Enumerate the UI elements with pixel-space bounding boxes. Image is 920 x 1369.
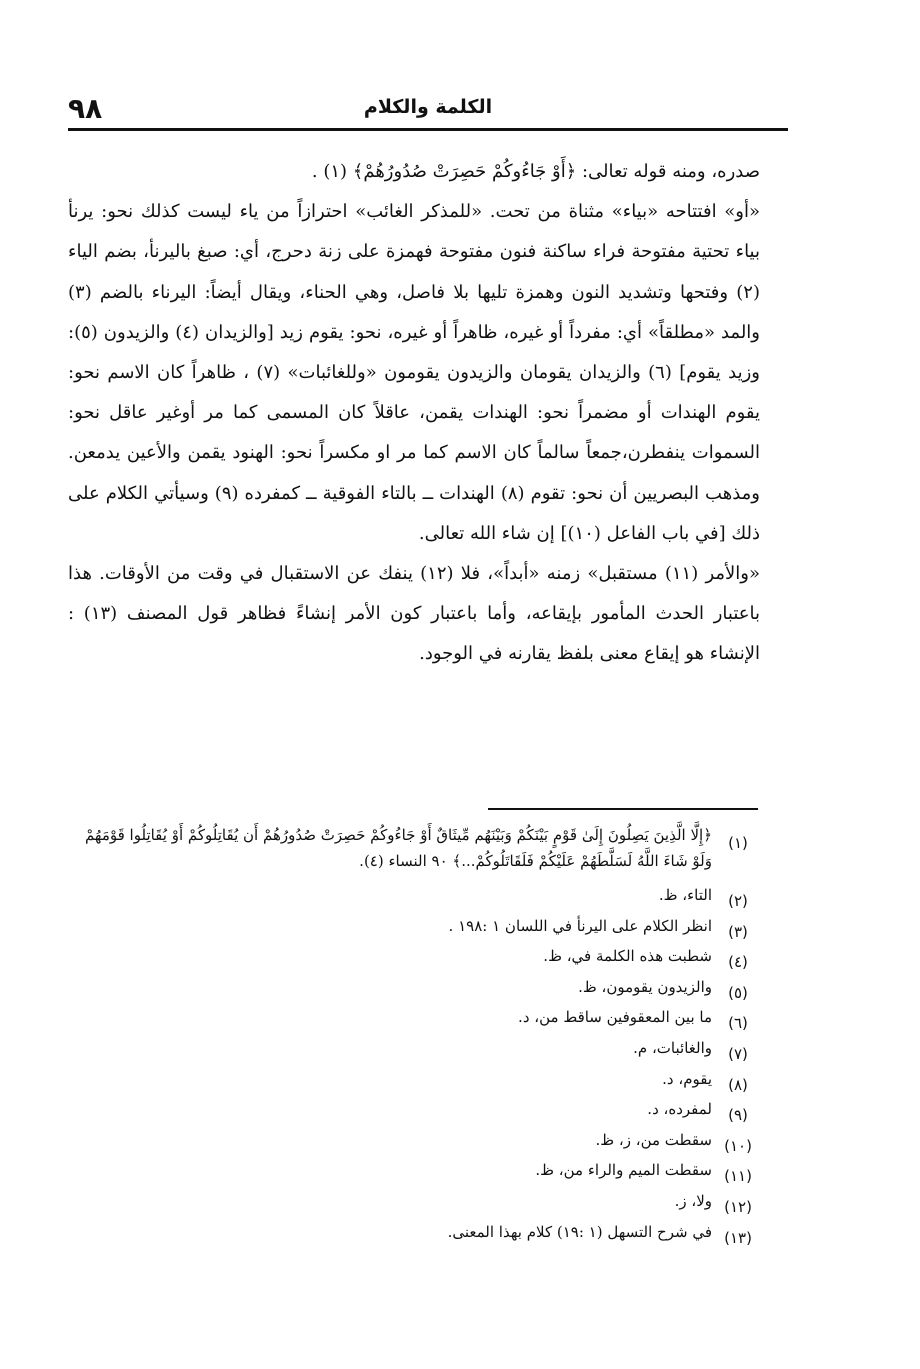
footnote-text: التاء، ظ. xyxy=(658,886,712,904)
footnote xyxy=(64,1002,764,1033)
footnote xyxy=(64,822,764,874)
footnote-number: (٢) xyxy=(728,892,748,910)
page-header xyxy=(68,92,788,131)
page-number: ٩٨ xyxy=(68,92,103,125)
footnote-text: ما بين المعقوفين ساقط من، د. xyxy=(518,1008,712,1027)
footnote-text: يقوم، د. xyxy=(662,1069,712,1088)
footnote xyxy=(64,972,764,1003)
paragraph: «أو» افتتاحه «بياء» مثناة من تحت. «للمذكر الغائب» احترازاً من ياء ليست كذلك نحو: يرنأ بياء تحتية مفتوحة فراء ساكنة فنون مفتوحة فهمزة على زنة دحرج، أي: صبغ باليرنأ، بضم الياء (٢) وفتحها وتشديد النون وهمزة تليها بلا فاصل، وهي الحناء، ويقال أيضاً: اليرناء بالضم (٣) والمد «مطلقاً» أي: مفرداً أو غيره، ظاهراً أو غيره، نحو: يقوم زيد [والزيدان (٤) والزيدون (٥): وزيد يقوم] (٦) والزيدان يقومان والزيدون يقومون «وللغائبات» (٧) ، ظاهراً كان الاسم نحو: يقوم الهندات أو مضمراً نحو: الهندات يقمن، عاقلاً كان المسمى كما مر أوغير عاقل نحو: السموات ينفطرن،جمعاً سالماً كان الاسم كما مر او مكسراً نحو: الهنود يقمن والأعين يدمعن. ومذهب البصريين أن نحو: تقوم (٨) الهندات ــ بالتاء الفوقية ــ كمفرده (٩) وسيأتي الكلام على ذلك [في باب الفاعل (١٠)] إن شاء الله تعالى. xyxy=(68,201,761,544)
footnote-number: (٥) xyxy=(728,983,748,1002)
footnote-number: (١٣) xyxy=(724,1228,752,1247)
footnote-text: شطبت هذه الكلمة في، ظ. xyxy=(543,947,712,966)
main-text xyxy=(68,152,760,675)
footnote-number: (١١) xyxy=(724,1167,752,1186)
footnote-number: (٨) xyxy=(728,1075,748,1094)
footnotes xyxy=(64,822,764,1247)
footnote xyxy=(64,1125,764,1156)
footnote-number: (٩) xyxy=(728,1106,748,1125)
footnote xyxy=(64,1033,764,1064)
footnote xyxy=(64,880,764,911)
footnote-number: (٣) xyxy=(728,922,748,941)
footnote-number: (٧) xyxy=(728,1044,748,1063)
footnote-text: والزيدون يقومون، ظ. xyxy=(578,977,712,996)
footnote-text: انظر الكلام على اليرنأ في اللسان ١ :١٩٨ . xyxy=(448,916,712,935)
footnote-text: والغائبات، م. xyxy=(633,1038,712,1057)
footnote xyxy=(64,1064,764,1095)
footnote-number: (٤) xyxy=(728,953,748,972)
footnote-number: (١) xyxy=(728,834,748,852)
footnote-divider xyxy=(488,808,758,810)
footnote-text: ﴿إِلَّا الَّذِينَ يَصِلُونَ إِلَىٰ قَوْمٍ بَيْنَكُمْ وَبَيْنَهُم مِّيثَاقٌ أَوْ جَاءُوكُمْ حَصِرَتْ صُدُورُهُمْ أَن يُقَاتِلُوكُمْ أَوْ يُقَاتِلُوا قَوْمَهُمْ وَلَوْ شَاءَ اللَّهُ لَسَلَّطَهُمْ عَلَيْكُمْ فَلَقَاتَلُوكُمْ...﴾ ٩٠ النساء (٤). xyxy=(84,826,712,870)
footnote xyxy=(64,1155,764,1186)
footnote-number: (١٢) xyxy=(724,1197,752,1216)
footnote xyxy=(64,911,764,942)
footnote-text: سقطت من، ز، ظ. xyxy=(595,1130,712,1149)
paragraph: «والأمر (١١) مستقبل» زمنه «أبداً»، فلا (١٢) ينفك عن الاستقبال في وقت من الأوقات. هذا باعتبار الحدث المأمور بإيقاعه، وأما باعتبار كون الأمر إنشاءً فظاهر قول المصنف (١٣) : الإنشاء هو إيقاع معنى بلفظ يقارنه في الوجود. xyxy=(68,563,760,665)
footnote xyxy=(64,941,764,972)
footnote xyxy=(64,1094,764,1125)
footnote-text: سقطت الميم والراء من، ظ. xyxy=(535,1161,712,1180)
footnote-number: (١٠) xyxy=(724,1136,752,1155)
footnote xyxy=(64,1217,764,1248)
running-title: الكلمة والكلام xyxy=(363,96,493,118)
footnote-number: (٦) xyxy=(728,1014,748,1033)
paragraph: صدره، ومنه قوله تعالى: ﴿أَوْ جَاءُوكُمْ حَصِرَتْ صُدُورُهُمْ﴾ (١) . xyxy=(311,161,760,182)
footnote xyxy=(64,1186,764,1217)
footnote-text: لمفرده، د. xyxy=(647,1100,712,1119)
footnote-text: في شرح التسهل (١ :١٩) كلام بهذا المعنى. xyxy=(447,1222,712,1241)
footnote-text: ولا، ز. xyxy=(674,1191,712,1210)
